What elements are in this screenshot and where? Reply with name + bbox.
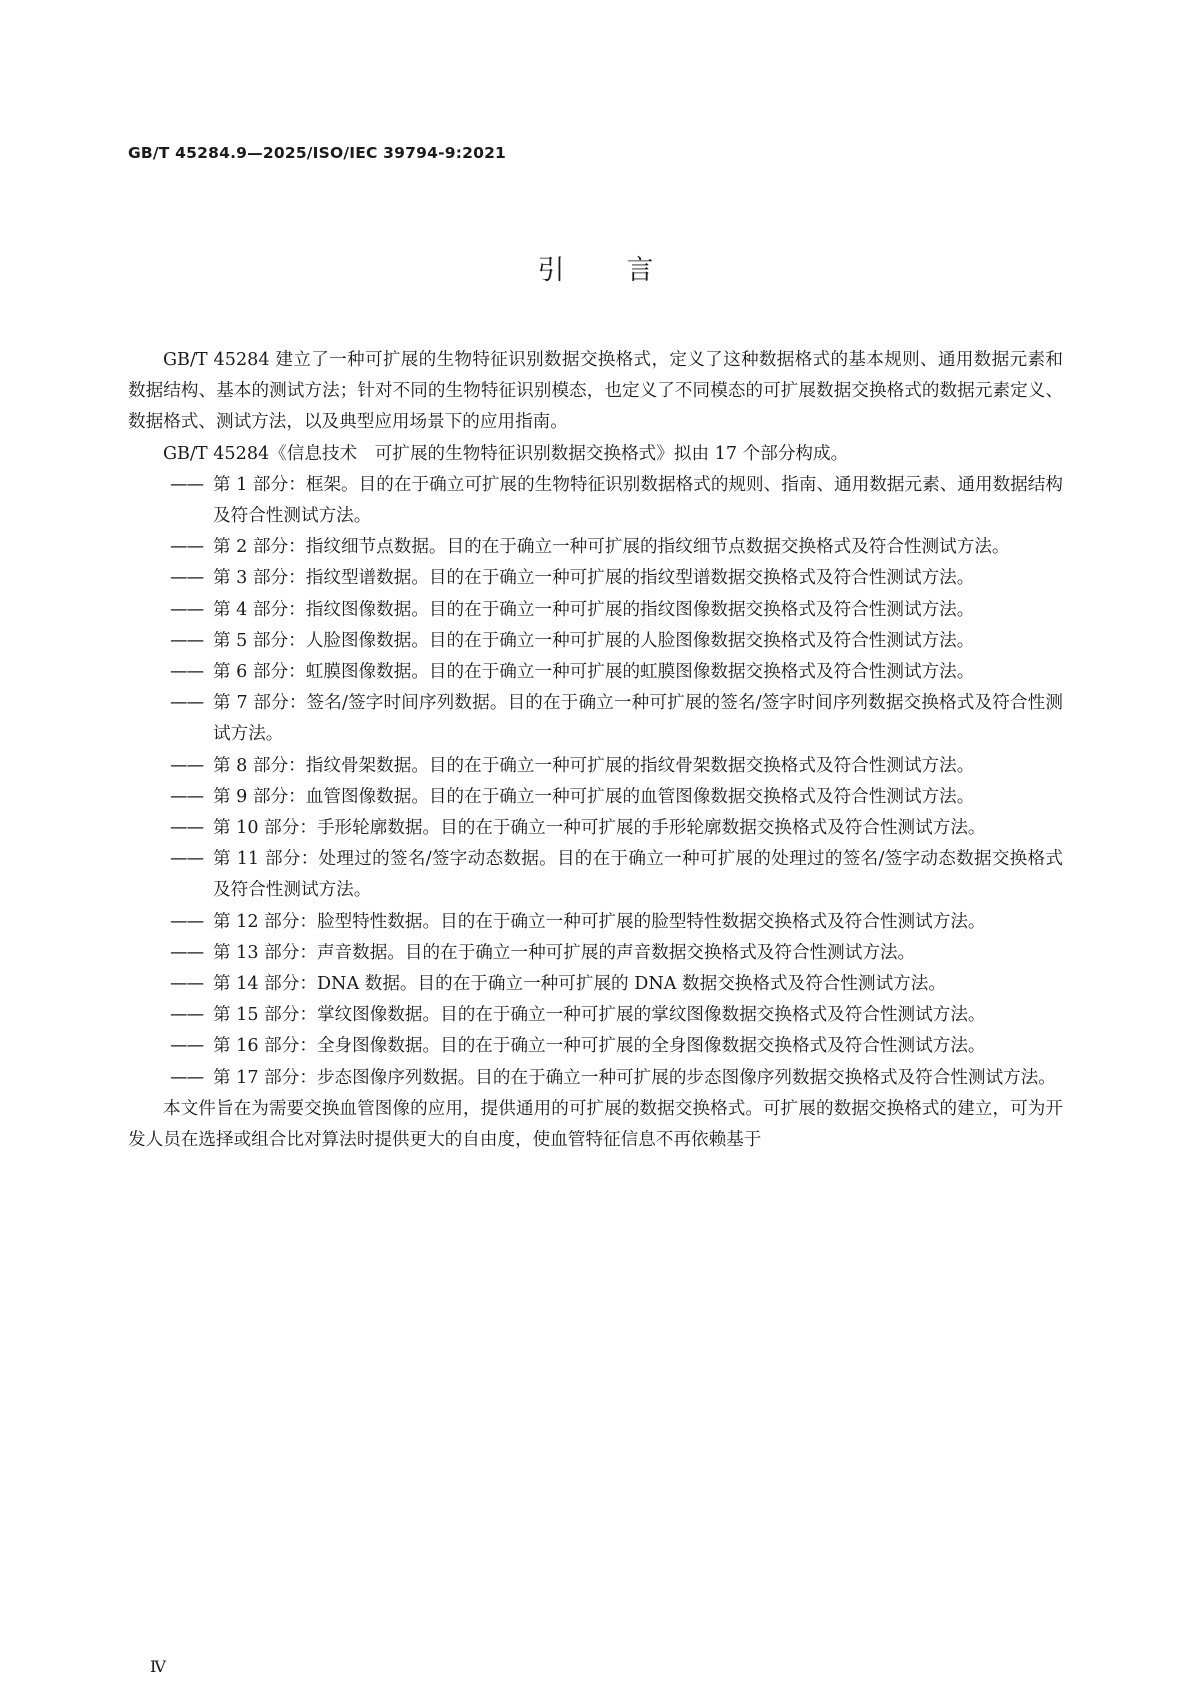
list-item-text: 第 17 部分：步态图像序列数据。目的在于确立一种可扩展的步态图像序列数据交换格式及符合性测试方法。 [213,1067,1056,1088]
list-item [128,470,1063,532]
list-item-text: 第 3 部分：指纹型谱数据。目的在于确立一种可扩展的指纹型谱数据交换格式及符合性测试方法。 [213,568,975,589]
list-item [128,907,1063,938]
list-item [128,844,1063,906]
closing-paragraph: 本文件旨在为需要交换血管图像的应用，提供通用的可扩展的数据交换格式。可扩展的数据交换格式的建立，可为开发人员在选择或组合比对算法时提供更大的自由度，使血管特征信息不再依赖基于 [128,1098,1063,1151]
list-dash: —— [170,599,204,620]
list-item-text: 第 13 部分：声音数据。目的在于确立一种可扩展的声音数据交换格式及符合性测试方法。 [213,942,916,963]
list-item [128,1000,1063,1031]
list-item [128,595,1063,626]
list-item [128,782,1063,813]
list-item [128,1063,1063,1094]
list-item-text: 第 6 部分：虹膜图像数据。目的在于确立一种可扩展的虹膜图像数据交换格式及符合性测试方法。 [213,662,975,683]
list-item-text: 第 4 部分：指纹图像数据。目的在于确立一种可扩展的指纹图像数据交换格式及符合性测试方法。 [213,599,975,620]
document-body [128,345,1063,1156]
list-item-text: 第 8 部分：指纹骨架数据。目的在于确立一种可扩展的指纹骨架数据交换格式及符合性测试方法。 [213,755,975,776]
intro-paragraph: GB/T 45284 建立了一种可扩展的生物特征识别数据交换格式，定义了这种数据格式的基本规则、通用数据元素和数据结构、基本的测试方法；针对不同的生物特征识别模态，也定义了不同模态的可扩展数据交换格式的数据元素定义、数据格式、测试方法，以及典型应用场景下的应用指南。 [128,350,1063,433]
page-number: Ⅳ [150,1657,166,1676]
list-dash: —— [170,849,204,870]
list-item [128,626,1063,657]
list-dash: —— [170,568,204,589]
list-item [128,813,1063,844]
list-dash: —— [170,1067,204,1088]
list-item-text: 第 2 部分：指纹细节点数据。目的在于确立一种可扩展的指纹细节点数据交换格式及符合性测试方法。 [213,537,1010,558]
list-dash: —— [170,911,204,932]
list-item-text: 第 10 部分：手形轮廓数据。目的在于确立一种可扩展的手形轮廓数据交换格式及符合性测试方法。 [213,818,986,839]
list-item-text: 第 16 部分：全身图像数据。目的在于确立一种可扩展的全身图像数据交换格式及符合性测试方法。 [213,1036,986,1057]
list-dash: —— [170,693,204,714]
list-dash: —— [170,537,204,558]
list-item [128,751,1063,782]
list-item [128,1031,1063,1062]
list-item-text: 第 5 部分：人脸图像数据。目的在于确立一种可扩展的人脸图像数据交换格式及符合性测试方法。 [213,630,975,651]
list-item-text: 第 1 部分：框架。目的在于确立可扩展的生物特征识别数据格式的规则、指南、通用数据元素、通用数据结构及符合性测试方法。 [213,474,1063,527]
list-dash: —— [170,755,204,776]
list-dash: —— [170,662,204,683]
list-item [128,532,1063,563]
list-dash: —— [170,630,204,651]
list-item [128,688,1063,750]
list-dash: —— [170,1036,204,1057]
list-item-text: 第 7 部分：签名/签字时间序列数据。目的在于确立一种可扩展的签名/签字时间序列数据交换格式及符合性测试方法。 [213,693,1063,745]
list-item [128,938,1063,969]
list-dash: —— [170,474,204,495]
list-item [128,563,1063,594]
list-item-text: 第 14 部分：DNA 数据。目的在于确立一种可扩展的 DNA 数据交换格式及符合性测试方法。 [213,974,946,995]
list-dash: —— [170,942,204,963]
list-item-text: 第 15 部分：掌纹图像数据。目的在于确立一种可扩展的掌纹图像数据交换格式及符合性测试方法。 [213,1005,986,1026]
list-dash: —— [170,1005,204,1026]
list-item [128,969,1063,1000]
list-item [128,657,1063,688]
list-item-text: 第 12 部分：脸型特性数据。目的在于确立一种可扩展的脸型特性数据交换格式及符合性测试方法。 [213,911,986,932]
page-title: 引言 [537,255,716,286]
list-dash: —— [170,786,204,807]
list-item-text: 第 9 部分：血管图像数据。目的在于确立一种可扩展的血管图像数据交换格式及符合性测试方法。 [213,786,975,807]
list-dash: —— [170,974,204,995]
list-dash: —— [170,818,204,839]
intro-paragraph: GB/T 45284《信息技术 可扩展的生物特征识别数据交换格式》拟由 17 个部分构成。 [163,443,849,464]
list-item-text: 第 11 部分：处理过的签名/签字动态数据。目的在于确立一种可扩展的处理过的签名/签字动态数据交换格式及符合性测试方法。 [213,849,1063,901]
document-header: GB/T 45284.9—2025/ISO/IEC 39794-9:2021 [128,144,507,162]
parts-list [128,470,1063,1094]
